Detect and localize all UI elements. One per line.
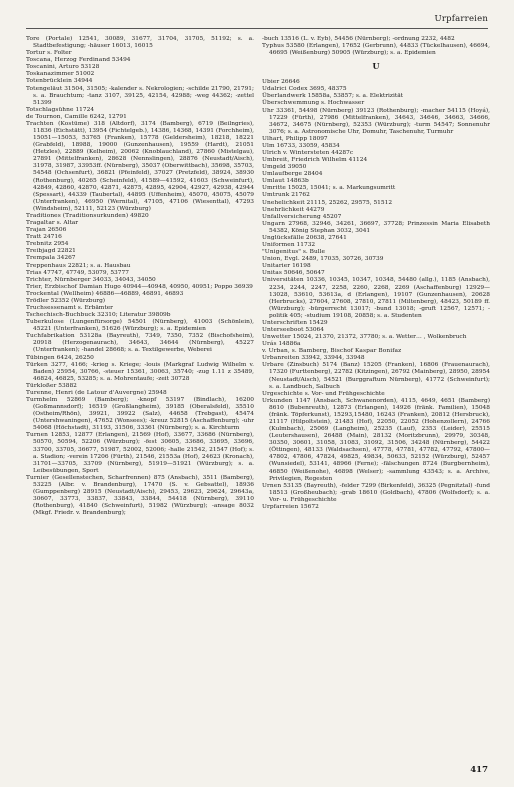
index-entry [262,362,490,390]
section-letter-heading: U [372,61,380,72]
index-headword: Uhr [262,107,274,114]
index-headword: Ungarn [262,220,286,227]
index-headword: Totengeläut [26,85,63,92]
index-references: 6242, 12791 [87,113,127,120]
index-entry [262,242,490,249]
index-headword: Traditiones (Traditionsurkunden) [26,212,129,219]
index-entry [26,107,254,114]
index-references: 14886a [276,341,301,348]
index-references: 24716 [41,234,62,241]
index-headword: Trebnitz [26,241,52,248]
index-column-right [262,36,490,768]
index-entry [26,305,254,312]
index-references: 15024, 21370, 21372, 37780; s. a. Wetter… , Wolkenbruch [290,334,467,341]
index-entry [26,220,254,227]
index-entry [262,192,490,199]
index-references: -buch 13516 (L. v. Eyb), 54456 (Nürnberg); -ordnung 2232, 4482 [262,36,455,42]
index-references: 34033, 34043, 34050 [90,276,156,283]
index-headword: Unglücksfälle [262,234,305,241]
index-headword: Tore (Portale) [26,36,73,42]
index-headword: Toscanini, Arturo [26,64,79,71]
index-entry [26,57,254,64]
index-references: 46886—46889, 46891, 46893 [93,290,184,297]
index-entry [26,64,254,71]
index-references: 15858a, 53857; s. a. Elektrizität [305,93,404,100]
index-entry [262,277,490,319]
index-entry [262,207,490,214]
index-entry [262,391,490,398]
index-references: s. Folter [45,50,72,57]
index-entry [262,249,490,256]
index-entry [26,475,254,517]
index-entry [26,432,254,474]
index-references: s. Hochwasser [319,100,365,107]
index-references: 44287c [329,150,354,157]
index-headword: Ulm [262,142,275,149]
index-headword: Trajan [26,227,46,234]
index-references: 20638, 27641 [304,234,347,241]
index-headword: Urás [262,341,277,348]
index-references: 14863b [284,178,309,185]
index-references: 49820 [128,212,149,219]
index-references: 50646, 50647 [282,270,325,277]
index-references: 26506 [45,227,67,234]
index-headword: Urnen [262,482,282,489]
index-entry [26,255,254,262]
index-headword: Umgeld [262,164,286,171]
index-entry [262,108,490,136]
index-entry [262,171,490,178]
index-headword: Umlaut [262,178,285,185]
index-references: 25948 [146,389,167,396]
index-entry [26,263,254,270]
index-references: 6424, 26250 [54,354,94,361]
index-references: (Lungenfürsorge) 54501 (Nürnberg), 41003 (Schönlein), 45221 (Unterfranken), 51626 (Würzburg); s. a. Epidemien [33,319,254,333]
index-entry [262,157,490,164]
index-headword: Trockental (Wellheim) [26,290,94,297]
index-references: 34944 [72,78,93,85]
index-entry [262,136,490,143]
index-references: 15672 [298,503,319,510]
index-entry [26,50,254,57]
index-entry [262,235,490,242]
index-headword: Ubier [262,79,280,86]
index-entry [26,284,254,291]
index-references: 16733, 33059, 45834 [274,142,340,149]
index-references: (Gesellenstechen, Scharfrennen) 875 (Ansbach), 3511 (Bamberg), 53225 (Albr. v. Brandenburg), 17470 (S. v. Gebsattel), 18936 (Gumppenberg) 28915 (Neustadt/Aisch), 29453, 29623, 29624, 29643a, 30607, 33773, 33837, 33843, 33844, 54418 (Nürnberg), 39110 (Rothenburg), 41840 (Schweinfurt), 51982 (Würzburg); -ansage 8032 (Mkgf. Friedr. v. Brandenburg); [33,474,254,517]
index-references: 51002 [73,71,95,78]
index-entry [26,291,254,298]
index-headword: Überschwemmung [262,100,320,107]
index-headword: Udalrici Codex [262,86,308,93]
index-headword: Trachten (Kostüme) [26,120,90,127]
index-column-left [26,36,254,768]
index-headword: Unehelichkeit [262,199,305,206]
index-entry [262,256,490,263]
index-references: 33942, 33944, 33948 [299,355,365,362]
index-references: 15025, 15041; s. a. Markungsumritt [285,185,396,192]
index-references: 53580 (Erlangen), 17652 (Gerbrunn), 44833 (Tückelhausen), 46694, 46695 (Weißenburg) 50905 (Würzburg); s. a. Epidemien [269,43,490,57]
index-references: 28404 [302,171,323,178]
index-references: (Zinsbuch) 5174 (Banz) 15205 (Franken), 16806 (Frauenaurach), 17320 (Furttenberg), 22782 (Kitzingen), 26792 (Mainberg), 28950, 28954 (Neustadt/Aisch), 54521 (Burggraftum Nürnberg), 41772 (Schweinfurt); s. a. Landbuch, Salbuch [269,362,490,390]
index-entry [26,227,254,234]
index-headword: Urbare [262,362,284,369]
index-references: 31504, 31505; -kalender s. Nekrologien; -schilde 21790, 21791; s. a. Brauchtum; -tanz 3107, 39125, 42154, 42988; -weg 44362; -zettel 51399 [33,85,254,106]
index-references: s. Erbämter [75,304,113,311]
index-entry [26,333,254,354]
index-headword: Totenbrücklein [26,78,73,85]
index-references: 318 (Altdorf), 3174 (Bamberg), 6719 (Beilngries), 11836 (Eichstätt), 13954 (Fichtelgeb.), 14386, 14368, 14391 (Forchheim), 15051—15053, 53765 (Franken), 15778 (Geldersheim), 18218, 18221 (Grabfeld), 18988, 19000 (Gunzenhausen), 19559 (Hardt), 21051 (Hetzles), 22889 (Kelheim), 20062 (Knoblauchland), 27860 (Mistelgau), 27891 (Mittelfranken), 28628 (Nennslingen), 28876 (Neustadt/Aisch), 31978, 31987, 33953ff. (Nürnberg), 35037 (Oberwittbach), 35698, 35703, 54548 (Ochsenfurt), 36821 (Pfeinfeld), 37027 (Pretzfeld), 38924, 38930 (Rothenburg), 40265 (Scheinfeld), 41589—41592, 41603 (Schweinfurt), 42849, 42860, 42870, 42871, 42875, 42895, 42904, 42927, 42938, 42944 (Spessart), 44339 (Taubertal), 44895 (Uffenheim), 45070, 45075, 45079 (Unterfranken), 46950 (Wernital), 47105, 47106 (Wiesenttal), 47293 (Windsheim), 52111, 52123 (Würzburg) [33,120,254,212]
index-headword: Türken [26,361,48,368]
index-references: 2489, 17035, 30726, 30739 [299,256,384,263]
index-entry [26,397,254,432]
index-headword: Urgeschichte [262,390,303,397]
index-references: 40944—40948, 40950, 40951; Poppo 36939 [120,283,253,290]
index-headword: Trichter, Nürnberger [26,276,91,283]
index-references: 3695, 48375 [307,86,347,93]
index-references: 18097 [307,135,328,142]
index-references: 53128a (Bayreuth), 7349, 7350, 7352 (Bischofsheim), 20918 (Herzogenaurach), 34643, 34644 (Nürnberg), 45227 (Unterfranken); -handel 28668; s. a. Textilgewerbe, Weberei [33,333,254,354]
index-entry [262,178,490,185]
index-entry [26,270,254,277]
index-references: 10336, 10345, 10347, 10348, 54480 (allg.), 1185 (Ansbach), 2234, 2244, 2247, 2258, 2260, 2268, 2269 (Aschaffenburg) 12929—13028, 53610, 53613a, d (Erlangen), 19107 (Gunzenhausen), 20628 (Herbrucks), 27604, 27608, 27810, 27811 (Miltenberg), 48423, 50189 ff. (Würzburg); -bürgerrecht 13017; -bund 13018; -gruft 12567, 12571; -politik 405; -studium 19108, 20858; s. a. Studenten [269,277,490,319]
index-entry [262,43,490,57]
index-entry [262,341,490,348]
index-headword: Umbreit, Friedrich Wilhelm [262,157,347,164]
index-references: 44279 [304,206,325,213]
index-headword: Trödler [26,297,49,304]
index-headword: Urbanreiten [262,355,300,362]
index-headword: Tuberkulose [26,319,64,326]
index-references: 53064 [303,326,324,333]
index-headword: Unterseeboot [262,326,304,333]
index-references: s. Vor- und Frühgeschichte [302,390,385,397]
index-headword: de Tournon, Camille [26,113,88,120]
index-headword: Umlaufberge [262,171,303,178]
index-headword: Typhus [262,43,285,50]
index-entry [262,164,490,171]
index-entry [26,114,254,121]
index-headword: v. Urban, s. Bamberg, Bischof Kaspar Bonifaz [262,348,402,355]
index-entry [262,320,490,327]
index-references: 1147 (Ansbach, Schwanenorden), 4115, 4649, 4651 (Bamberg) 8610 (Bubenreuth), 12873 (Erlangen), 14926 (fränk. Familien), 15048 (fränk. Töpferkunst), 15293,15480, 16243 (Franken), 20812 (Hersbruck), 21117 (Hilpoltstein), 21483 (Hof), 22050, 22052 (Hohenzollern), 24766 (Kulmbach), 25069 (Langheim), 25235 (Lauf), 2353 (Leider), 25515 (Leutershausen), 26488 (Main), 28132 (Moritzbrunn), 29979, 30348, 30350, 30601, 31058, 31083, 31092, 31506, 34248 (Nürnberg), 54422 (Öttingen), 48133 (Waldsachsen), 47778, 47781, 47782, 47792, 47800—47802, 47806, 47824, 49825, 49834, 50633, 52152 (Würzburg), 52457 (Wunsiedel), 53141, 48966 (Ferne); -fälschungen 8724 (Burgbernheim), 46850 (Weißenohe), 46898 (Welser); -sammlung 43543; s. a. Archive, Privilegien, Regesten [269,397,490,482]
index-references: 12541, 30089, 31677, 31704, 31705, 51192; s. a. Stadtbefestigung; -häuser 16013, 16015 [33,36,254,50]
index-headword: Tratt [26,234,42,241]
index-headword: Truchsessenamt [26,304,76,311]
index-headword: Union, Evgl. [262,256,300,263]
index-references: 15429 [307,319,328,326]
index-headword: Trempala [26,255,56,262]
index-headword: Turenne, Henri (de Latour d'Auvergne) [26,389,147,396]
index-entry [262,150,490,157]
index-references: 22821 [55,248,76,255]
index-entry [262,263,490,270]
index-entry [262,221,490,235]
index-headword: Ulrich v. Wintersteten [262,150,330,157]
index-references: 21115, 25262, 29575, 51512 [304,199,393,206]
index-references: s. Altar [54,220,79,227]
index-entry [26,319,254,333]
index-references: 45207 [320,213,342,220]
index-references: 52869 (Bamberg); -knopf 53197 (Bindlach), 16200 (Goßmannsdorf); 16519 (Großlangheim), 39185 (Oberalsfeld), 35510 (Ostheim/Rhön), 39921, 39922 (Salz), 44658 (Trebgast), 45474 (Untershwaningen), 47652 (Wonsees); -kreuz 52815 (Aschaffenburg); -uhr 54068 (Höchstadt), 31193, 31506, 33361 (Nürnberg); s. a. Kirchturm [33,396,254,432]
index-references: 33361, 54498 (Nürnberg) 39123 (Rothenburg); -macher 54115 (Hoyá), 17229 (Fürth), 27986 (Mittelfranken), 34643, 34646, 34663, 34666, 34672, 34675 (Nürnberg), 52353 (Würzburg); -turm 54547; Sonnenuhr 3076; s. a. Astronomische Uhr, Domuhr, Taschenuhr, Turmuhr [269,107,490,135]
index-headword: Urkunden [262,397,293,404]
index-headword: Umritte [262,185,286,192]
index-entry [26,78,254,85]
index-entry [26,390,254,397]
index-entry [262,483,490,504]
index-headword: Tortur [26,50,46,57]
index-entry [26,355,254,362]
index-entry [26,71,254,78]
index-entry [262,504,490,511]
index-headword: Ulhart, Philipp [262,135,308,142]
index-headword: Tübingen [26,354,55,361]
index-headword: Treppenhaus [26,262,66,269]
index-references: 52352 (Würzburg) [48,297,106,304]
index-entry [26,298,254,305]
index-references: 22821; s. a. Hausbau [65,262,131,269]
index-references: 53494 [110,57,131,64]
index-headword: Universitäten [262,277,304,284]
index-continuation [262,36,490,57]
index-references: 53882 [56,382,77,389]
index-headword: Treibjagd [26,248,56,255]
index-references: 12853, 12877 (Erlangen), 21569 (Hof), 33677, 33686 (Nürnberg), 50570, 50594, 52206 (Würzburg); -fest 30605, 33686, 33695, 33696, 33700, 33705, 36677, 51987, 52002, 52006; -halle 21542, 21547 (Hof); s. a. Stadion; -verein 17206 (Fürth), 21546, 21553a (Hof), 24623 (Kronach), 31701—33705, 33709 (Nürnberg), 51919—51921 (Würzburg); s. a. Leibesübungen, Sport [33,432,254,474]
index-references: 41124 [346,157,368,164]
index-headword: Toscana, Herzog Ferdinand [26,57,111,64]
index-references: 11724 [73,106,95,113]
index-entry [26,121,254,213]
index-headword: Urpfarreien [262,503,299,510]
index-references: 26646 [279,79,300,86]
index-headword: Umtrunk [262,192,290,199]
index-headword: Unitarier [262,263,291,270]
index-headword: Totschlagsühne [26,106,74,113]
index-entry [26,234,254,241]
index-references: 53128 [78,64,100,71]
index-references: 47747, 47749, 53079, 53777 [41,269,129,276]
index-entry [262,348,490,355]
index-references: 53135 (Bayreuth), -felder 7299 (Birkenfeld), 36325 (Pegnitztal) -fund 18513 (Großheubach); -grab 18610 (Goldbach), 47806 (Wolfsdorf); s. a. Vor- u. Frühgeschichte [269,482,490,503]
index-references: 3277, 4166; -krieg s. Kriege; -louis (Markgraf Ludwig Wilhelm v. Baden) 25954, 30766, -steuer 15361, 30063, 35740; -zug 1.11 z 35489, 46824, 46825, 53285; s. a. Mohrentaufe; -zeit 30728 [33,361,254,382]
index-entry [262,327,490,334]
index-references: s. Bulle [301,249,325,256]
index-entry [26,241,254,248]
index-references: 39050 [285,164,307,171]
index-entry [262,214,490,221]
index-headword: "Unigenitus" [262,249,302,256]
index-headword: Überlandwerk [262,93,306,100]
index-headword: Tuchfabrikation [26,333,75,340]
index-entry [26,383,254,390]
index-headword: Uniformen [262,242,295,249]
index-entry [26,248,254,255]
index-entry [262,100,490,107]
index-entry [262,398,490,483]
index-headword: Tragaltar [26,220,55,227]
index-headword: Trier, Erzbischof Damian Hugo [26,283,121,290]
index-headword: Tschechisch-Buchbuck [26,312,96,319]
index-headword: Unterschriften [262,319,308,326]
index-headword: Turmhelm [26,396,58,403]
index-headword: Unwetter [262,334,291,341]
index-headword: Trias [26,269,42,276]
index-references: 27968, 32946, 34261, 36697, 37728; Prinzessin Maria Elisabeth 54382, König Stephan 3032, 3041 [269,220,490,234]
index-entry [262,200,490,207]
index-references: 34267 [55,255,76,262]
index-entry [262,79,490,86]
index-entry [26,213,254,220]
index-headword: Turnier [26,474,50,481]
index-headword: Unitas [262,270,282,277]
index-headword: Unehrlichkeit [262,206,304,213]
index-entry [26,36,254,50]
index-headword: Toskanazimmer [26,71,74,78]
index-headword: Türkloßer [26,382,57,389]
index-references: 21762 [289,192,310,199]
index-section-u [262,79,490,511]
index-references: 2954 [51,241,69,248]
index-references: 11732 [294,242,316,249]
index-entry [26,362,254,383]
page-number: 417 [470,765,488,775]
index-entry [26,277,254,284]
index-references: 32310; Literatur 39809b [95,312,171,319]
index-references: 16198 [290,263,311,270]
index-headword: Turnen [26,432,49,439]
index-entry [26,86,254,107]
page-header [26,14,488,29]
index-entry [262,143,490,150]
index-headword: Unfallversicherung [262,213,321,220]
index-entry [262,185,490,192]
running-head: Urpfarreien [434,14,488,24]
